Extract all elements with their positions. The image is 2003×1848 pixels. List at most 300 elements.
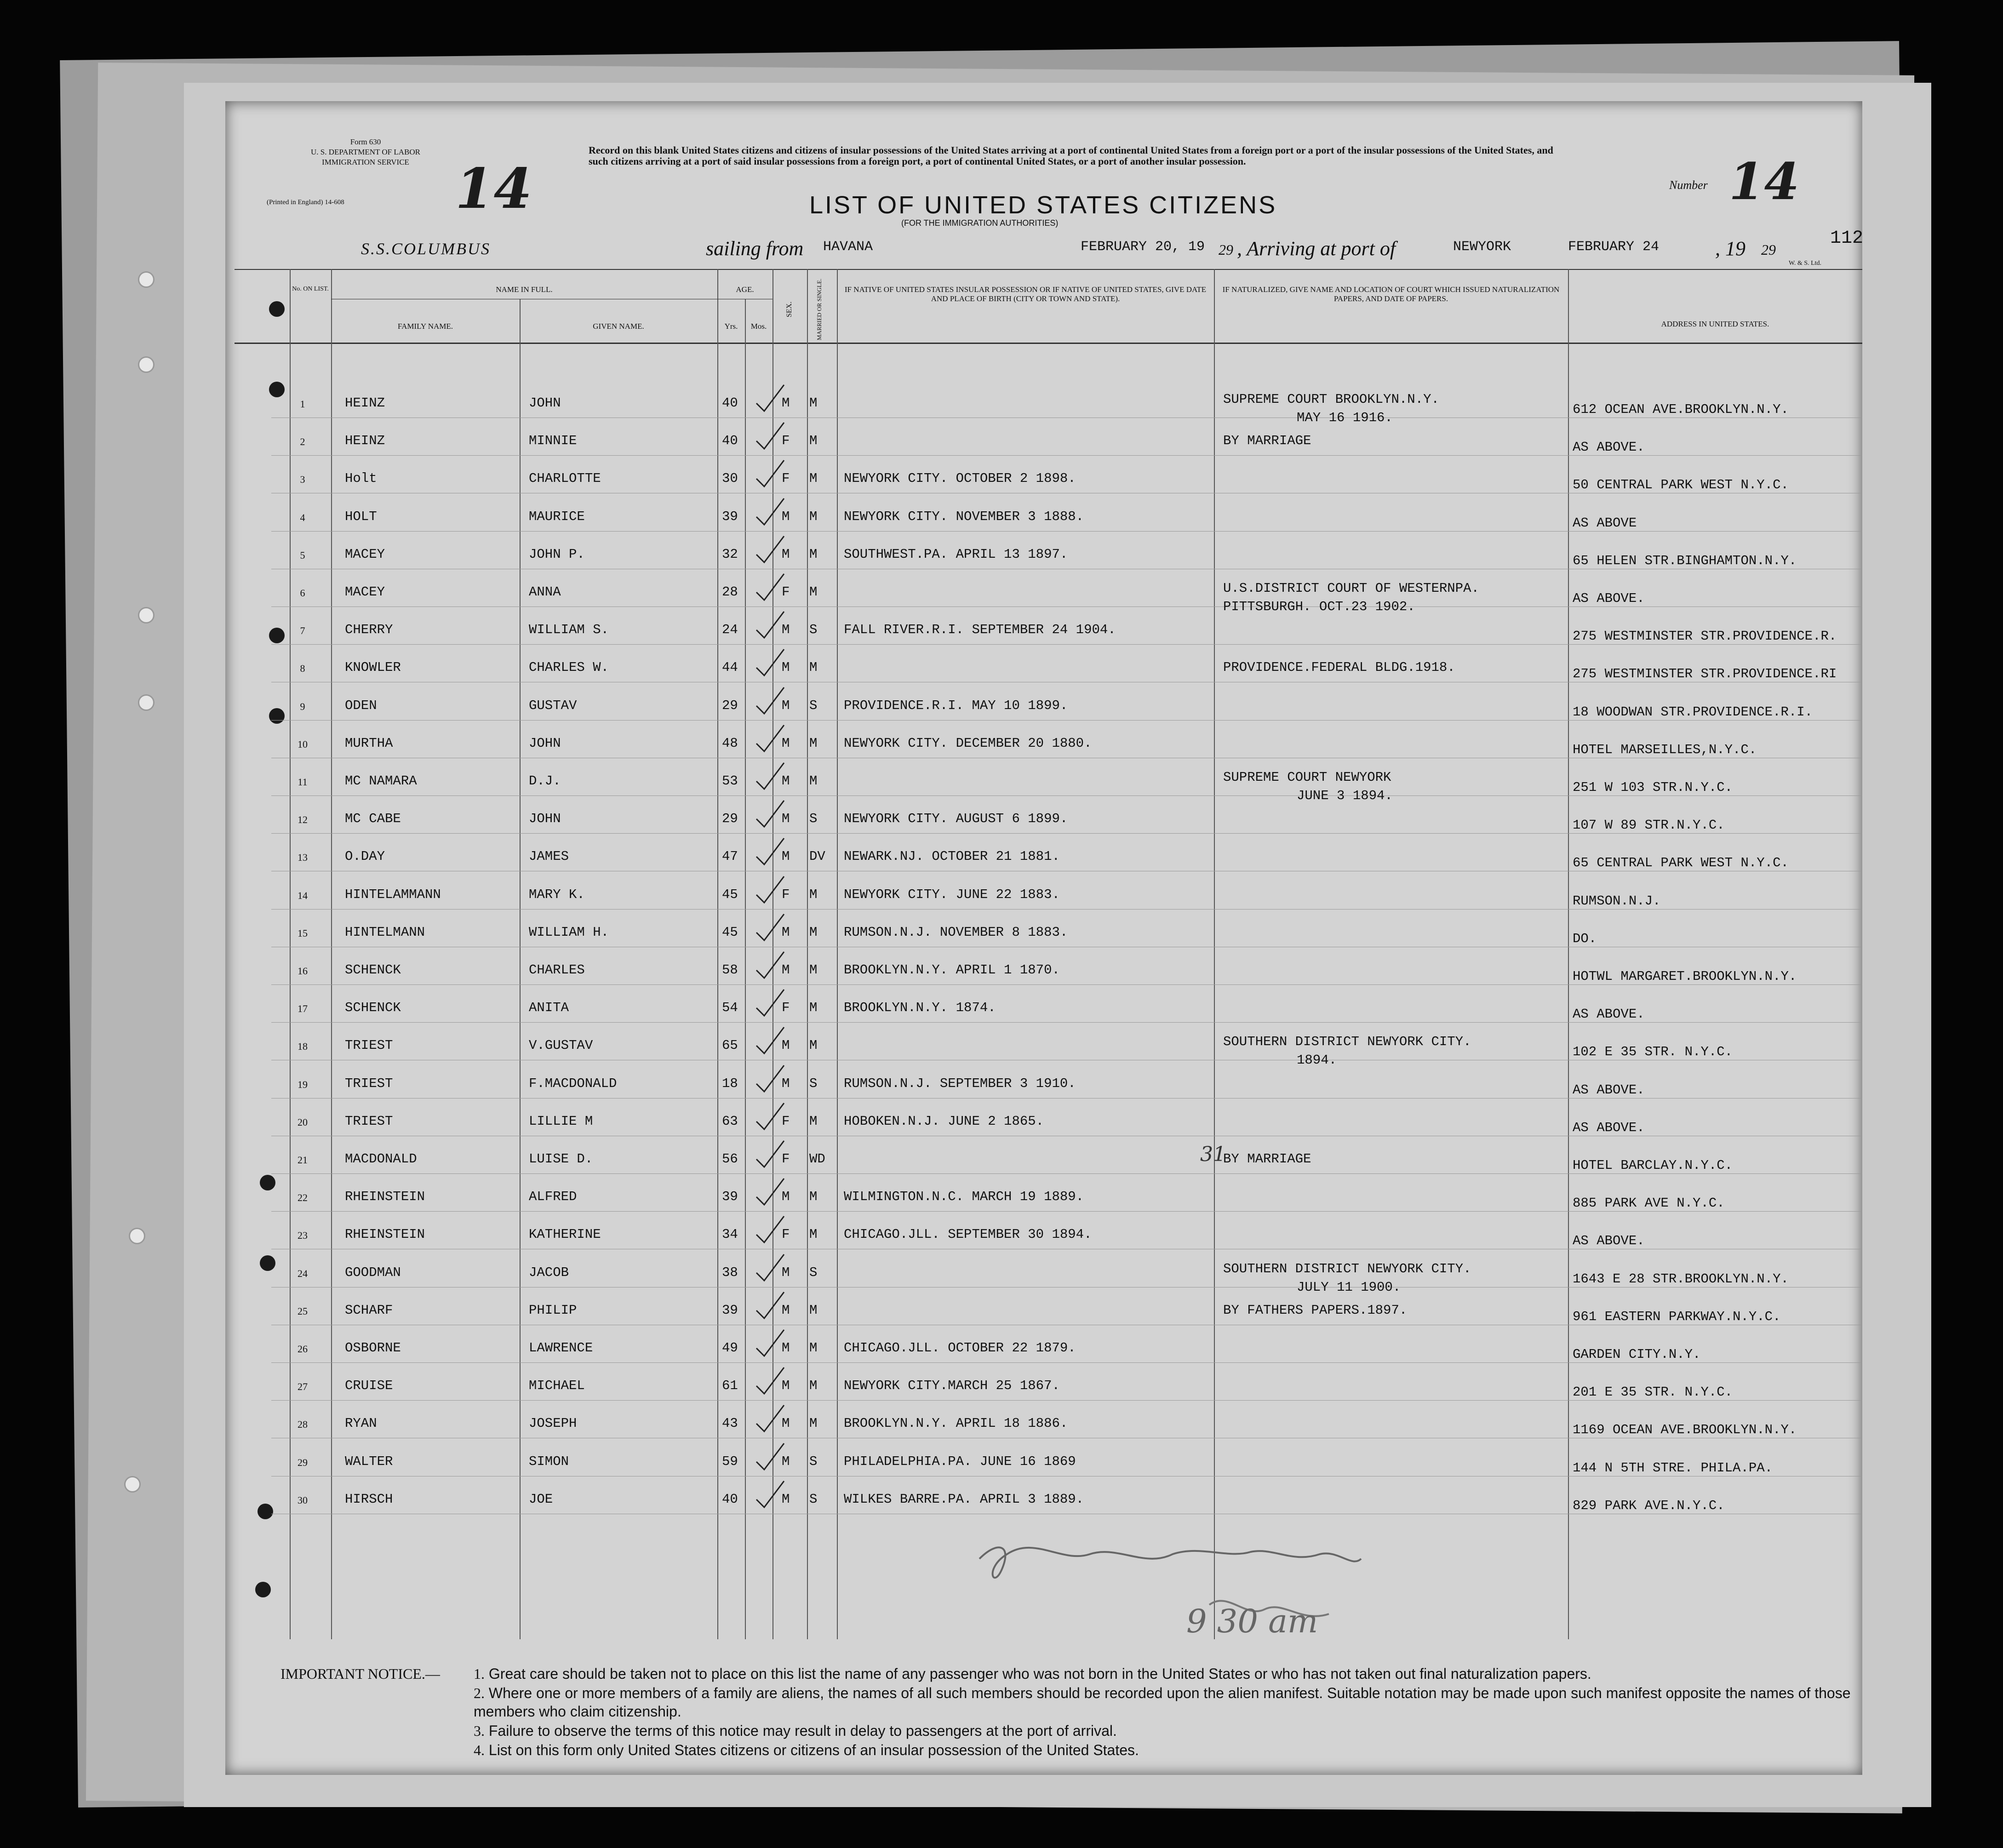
- age-cell: 40: [722, 433, 738, 449]
- address-cell: HOTEL MARSEILLES,N.Y.C.: [1573, 742, 1757, 757]
- department: U. S. DEPARTMENT OF LABOR: [311, 148, 420, 156]
- address-cell: AS ABOVE.: [1573, 1007, 1645, 1022]
- col-header-naturalized: IF NATURALIZED, GIVE NAME AND LOCATION OF COURT WHICH ISSUED NATURALIZATION PAPERS, AND DATE OF PAPERS.: [1222, 285, 1560, 303]
- birth-cell: NEWYORK CITY.MARCH 25 1867.: [844, 1378, 1060, 1394]
- table-row: [225, 581, 1862, 622]
- table-row: [225, 392, 1862, 433]
- marital-status-cell: S: [809, 811, 818, 827]
- family-name-cell: SCHARF: [345, 1302, 393, 1318]
- row-number-cell: 11: [298, 776, 308, 788]
- age-cell: 34: [722, 1227, 738, 1242]
- row-number-cell: 5: [300, 549, 305, 561]
- marital-status-cell: S: [809, 1491, 818, 1507]
- arriving-label: , Arriving at port of: [1237, 237, 1396, 260]
- table-row: [225, 1114, 1862, 1151]
- check-mark-icon: [754, 987, 786, 1019]
- address-cell: 65 HELEN STR.BINGHAMTON.N.Y.: [1573, 553, 1797, 568]
- binding-hole: [129, 1228, 145, 1244]
- form-number: Form 630: [350, 137, 381, 146]
- sex-cell: M: [782, 924, 790, 940]
- col-header-address: ADDRESS IN UNITED STATES.: [1661, 320, 1769, 328]
- row-number-cell: 4: [300, 511, 305, 523]
- given-name-cell: JOSEPH: [529, 1416, 577, 1431]
- address-cell: AS ABOVE: [1573, 515, 1637, 531]
- birth-cell: RUMSON.N.J. NOVEMBER 8 1883.: [844, 924, 1068, 940]
- row-number-cell: 29: [298, 1456, 308, 1468]
- age-cell: 44: [722, 660, 738, 675]
- check-mark-icon: [754, 1176, 786, 1208]
- sex-cell: M: [782, 962, 790, 978]
- age-cell: 29: [722, 811, 738, 827]
- family-name-cell: HOLT: [345, 509, 377, 524]
- age-cell: 40: [722, 1491, 738, 1507]
- marital-status-cell: M: [809, 1416, 818, 1431]
- address-cell: 50 CENTRAL PARK WEST N.Y.C.: [1573, 477, 1789, 493]
- col-header-married: MARRIED OR SINGLE.: [816, 279, 823, 340]
- family-name-cell: HIRSCH: [345, 1491, 393, 1507]
- row-number-cell: 10: [298, 738, 308, 750]
- address-cell: 829 PARK AVE.N.Y.C.: [1573, 1498, 1725, 1513]
- given-name-cell: D.J.: [529, 773, 561, 789]
- family-name-cell: TRIEST: [345, 1113, 393, 1129]
- address-cell: 144 N 5TH STRE. PHILA.PA.: [1573, 1460, 1773, 1476]
- marital-status-cell: M: [809, 773, 818, 789]
- row-number-cell: 24: [298, 1267, 308, 1279]
- marital-status-cell: M: [809, 924, 818, 940]
- check-mark-icon: [754, 761, 786, 793]
- address-cell: AS ABOVE.: [1573, 1120, 1645, 1135]
- col-header-sex: SEX.: [785, 301, 793, 317]
- given-name-cell: LILLIE M: [529, 1113, 593, 1129]
- check-mark-icon: [754, 572, 786, 604]
- birth-cell: NEWYORK CITY. NOVEMBER 3 1888.: [844, 509, 1084, 524]
- given-name-cell: MINNIE: [529, 433, 577, 449]
- row-number-cell: 20: [298, 1116, 308, 1128]
- birth-cell: NEWYORK CITY. AUGUST 6 1899.: [844, 811, 1068, 827]
- naturalization-cell-line2: JUNE 3 1894.: [1297, 788, 1393, 803]
- sex-cell: F: [782, 433, 790, 449]
- birth-cell: NEWYORK CITY. JUNE 22 1883.: [844, 887, 1060, 902]
- given-name-cell: SIMON: [529, 1453, 569, 1469]
- age-cell: 54: [722, 1000, 738, 1016]
- address-cell: 18 WOODWAN STR.PROVIDENCE.R.I.: [1573, 704, 1813, 720]
- table-row: [225, 1416, 1862, 1453]
- age-cell: 40: [722, 395, 738, 411]
- sailing-from-label: sailing from: [706, 237, 804, 260]
- family-name-cell: MACEY: [345, 546, 385, 562]
- binding-hole: [138, 356, 155, 373]
- address-cell: 251 W 103 STR.N.Y.C.: [1573, 780, 1733, 795]
- notice-item: [474, 1684, 1853, 1721]
- age-cell: 24: [722, 622, 738, 638]
- row-number-cell: 13: [298, 852, 308, 864]
- table-row: [225, 1261, 1862, 1303]
- family-name-cell: TRIEST: [345, 1076, 393, 1091]
- birth-cell: CHICAGO.JLL. OCTOBER 22 1879.: [844, 1340, 1076, 1356]
- binding-hole: [138, 694, 155, 711]
- marital-status-cell: M: [809, 735, 818, 751]
- given-name-cell: V.GUSTAV: [529, 1038, 593, 1053]
- address-cell: AS ABOVE.: [1573, 1082, 1645, 1098]
- header-bottom-rule: [235, 343, 1862, 344]
- col-header-mos: Mos.: [750, 322, 767, 331]
- table-row: [225, 1000, 1862, 1038]
- notice-item-number: 4.: [474, 1742, 485, 1758]
- given-name-cell: JOHN P.: [529, 546, 585, 562]
- row-number-cell: 25: [298, 1305, 308, 1317]
- given-name-cell: CHARLOTTE: [529, 471, 601, 486]
- check-mark-icon: [754, 383, 786, 415]
- binding-hole: [138, 271, 155, 288]
- manifest-page: [225, 101, 1862, 1775]
- family-name-cell: RHEINSTEIN: [345, 1227, 425, 1242]
- sailing-from-port: HAVANA: [823, 239, 873, 255]
- sex-cell: M: [782, 1378, 790, 1394]
- check-mark-icon: [754, 647, 786, 679]
- table-row: [225, 1227, 1862, 1264]
- naturalization-cell: SUPREME COURT NEWYORK: [1223, 770, 1391, 785]
- table-row: [225, 887, 1862, 925]
- naturalization-cell: SOUTHERN DISTRICT NEWYORK CITY.: [1223, 1034, 1471, 1050]
- check-mark-icon: [754, 1025, 786, 1057]
- notice-item-number: 1.: [474, 1665, 485, 1682]
- handwritten-number-right: 14: [1729, 152, 1800, 211]
- birth-cell: FALL RIVER.R.I. SEPTEMBER 24 1904.: [844, 622, 1116, 638]
- family-name-cell: WALTER: [345, 1453, 393, 1469]
- naturalization-cell-line2: PITTSBURGH. OCT.23 1902.: [1223, 599, 1415, 614]
- row-number-cell: 15: [298, 927, 308, 939]
- given-name-cell: LAWRENCE: [529, 1340, 593, 1356]
- age-cell: 18: [722, 1076, 738, 1091]
- birth-cell: SOUTHWEST.PA. APRIL 13 1897.: [844, 546, 1068, 562]
- given-name-cell: JOHN: [529, 811, 561, 827]
- sex-cell: M: [782, 1453, 790, 1469]
- signature-time: 9 30 am: [1186, 1602, 1318, 1640]
- age-cell: 59: [722, 1453, 738, 1469]
- family-name-cell: HEINZ: [345, 433, 385, 449]
- given-name-cell: F.MACDONALD: [529, 1076, 617, 1091]
- sex-cell: F: [782, 584, 790, 600]
- age-cell: 58: [722, 962, 738, 978]
- sex-cell: F: [782, 1113, 790, 1129]
- arrival-date: FEBRUARY 24: [1568, 239, 1660, 255]
- punch-hole: [255, 1582, 271, 1597]
- row-31-annotation: 31: [1200, 1143, 1226, 1166]
- check-mark-icon: [754, 496, 786, 528]
- table-row: [225, 1076, 1862, 1114]
- row-number-cell: 21: [298, 1154, 308, 1166]
- sex-cell: F: [782, 1227, 790, 1242]
- notice-title: IMPORTANT NOTICE.—: [280, 1665, 440, 1682]
- marital-status-cell: M: [809, 1189, 818, 1205]
- address-cell: AS ABOVE.: [1573, 591, 1645, 606]
- row-number-cell: 30: [298, 1494, 308, 1506]
- marital-status-cell: M: [809, 395, 818, 411]
- birth-cell: NEWYORK CITY. OCTOBER 2 1898.: [844, 471, 1076, 486]
- ship-name: S.S.COLUMBUS: [361, 240, 491, 258]
- address-cell: 612 OCEAN AVE.BROOKLYN.N.Y.: [1573, 402, 1789, 417]
- given-name-cell: CHARLES W.: [529, 660, 609, 675]
- address-cell: AS ABOVE.: [1573, 440, 1645, 455]
- table-row: [225, 1378, 1862, 1416]
- sex-cell: M: [782, 395, 790, 411]
- naturalization-cell-line2: MAY 16 1916.: [1297, 410, 1393, 425]
- sex-cell: F: [782, 471, 790, 486]
- given-name-cell: ANNA: [529, 584, 561, 600]
- marital-status-cell: S: [809, 1453, 818, 1469]
- row-number-cell: 2: [300, 436, 305, 448]
- address-cell: 107 W 89 STR.N.Y.C.: [1573, 818, 1725, 833]
- address-cell: HOTWL MARGARET.BROOKLYN.N.Y.: [1573, 969, 1797, 984]
- address-cell: 885 PARK AVE N.Y.C.: [1573, 1196, 1725, 1211]
- table-row: [225, 1189, 1862, 1227]
- check-mark-icon: [754, 798, 786, 830]
- family-name-cell: RHEINSTEIN: [345, 1189, 425, 1205]
- notice-item: [474, 1722, 1853, 1740]
- age-cell: 30: [722, 471, 738, 486]
- page-code: 112: [1830, 228, 1864, 249]
- family-name-cell: MACEY: [345, 584, 385, 600]
- check-mark-icon: [754, 1290, 786, 1322]
- row-number-cell: 3: [300, 474, 305, 486]
- naturalization-cell: BY MARRIAGE: [1223, 433, 1311, 449]
- family-name-cell: CHERRY: [345, 622, 393, 638]
- address-cell: HOTEL BARCLAY.N.Y.C.: [1573, 1158, 1733, 1173]
- birth-cell: NEWYORK CITY. DECEMBER 20 1880.: [844, 735, 1092, 751]
- naturalization-cell-line2: JULY 11 1900.: [1297, 1279, 1401, 1295]
- sex-cell: M: [782, 735, 790, 751]
- age-cell: 28: [722, 584, 738, 600]
- marital-status-cell: M: [809, 1038, 818, 1053]
- sex-cell: M: [782, 1038, 790, 1053]
- marital-status-cell: M: [809, 1113, 818, 1129]
- family-name-cell: Holt: [345, 471, 377, 486]
- marital-status-cell: S: [809, 1076, 818, 1091]
- marital-status-cell: M: [809, 1302, 818, 1318]
- handwritten-number-left: 14: [455, 156, 532, 221]
- given-name-cell: LUISE D.: [529, 1151, 593, 1167]
- family-name-cell: RYAN: [345, 1416, 377, 1431]
- marital-status-cell: M: [809, 433, 818, 449]
- table-row: [225, 811, 1862, 849]
- marital-status-cell: DV: [809, 849, 825, 864]
- family-name-cell: TRIEST: [345, 1038, 393, 1053]
- address-cell: 275 WESTMINSTER STR.PROVIDENCE.R.: [1573, 629, 1837, 644]
- table-row: [225, 1303, 1862, 1340]
- check-mark-icon: [754, 1403, 786, 1435]
- form-identification: [308, 137, 423, 167]
- check-mark-icon: [754, 1139, 786, 1171]
- row-number-cell: 8: [300, 663, 305, 675]
- arrival-year: 29: [1761, 241, 1776, 258]
- table-row: [225, 770, 1862, 811]
- marital-status-cell: M: [809, 887, 818, 902]
- family-name-cell: MC CABE: [345, 811, 401, 827]
- birth-cell: NEWARK.NJ. OCTOBER 21 1881.: [844, 849, 1060, 864]
- address-cell: 65 CENTRAL PARK WEST N.Y.C.: [1573, 855, 1789, 871]
- row-number-cell: 22: [298, 1192, 308, 1204]
- birth-cell: PHILADELPHIA.PA. JUNE 16 1869: [844, 1453, 1076, 1469]
- row-number-cell: 19: [298, 1078, 308, 1090]
- family-name-cell: HINTELMANN: [345, 924, 425, 940]
- given-name-cell: ALFRED: [529, 1189, 577, 1205]
- notice-item: [474, 1741, 1853, 1759]
- birth-cell: HOBOKEN.N.J. JUNE 2 1865.: [844, 1113, 1044, 1129]
- marital-status-cell: M: [809, 584, 818, 600]
- address-cell: 201 E 35 STR. N.Y.C.: [1573, 1385, 1733, 1400]
- family-name-cell: OSBORNE: [345, 1340, 401, 1356]
- printed-note: (Printed in England) 14-608: [267, 199, 344, 206]
- sex-cell: M: [782, 1189, 790, 1205]
- binding-hole: [138, 607, 155, 624]
- sex-cell: M: [782, 546, 790, 562]
- table-row: [225, 547, 1862, 584]
- row-number-cell: 7: [300, 625, 305, 637]
- age-cell: 49: [722, 1340, 738, 1356]
- sex-cell: M: [782, 1416, 790, 1431]
- age-cell: 39: [722, 1189, 738, 1205]
- notice-item-text: Where one or more members of a family are aliens, the names of all such members should be recorded upon the alien manifest. Suitable notation may be made upon such manifest opposite the names of those members who claim citizenship.: [474, 1685, 1851, 1720]
- punch-hole: [269, 301, 285, 317]
- table-row: [225, 1492, 1862, 1529]
- given-name-cell: JOE: [529, 1491, 553, 1507]
- sex-cell: M: [782, 509, 790, 524]
- marital-status-cell: M: [809, 1000, 818, 1016]
- given-name-cell: JOHN: [529, 395, 561, 411]
- arrival-port: NEWYORK: [1453, 239, 1511, 255]
- check-mark-icon: [754, 950, 786, 982]
- sex-cell: M: [782, 1302, 790, 1318]
- age-cell: 45: [722, 924, 738, 940]
- row-number-cell: 12: [298, 814, 308, 826]
- family-name-cell: KNOWLER: [345, 660, 401, 675]
- table-row: [225, 1454, 1862, 1492]
- printer-mark: W. & S. Ltd.: [1789, 260, 1822, 267]
- row-number-cell: 9: [300, 700, 305, 712]
- check-mark-icon: [754, 685, 786, 717]
- address-cell: RUMSON.N.J.: [1573, 893, 1661, 909]
- row-number-cell: 1: [300, 398, 305, 410]
- sex-cell: M: [782, 849, 790, 864]
- table-row: [225, 433, 1862, 471]
- family-name-cell: CRUISE: [345, 1378, 393, 1394]
- family-name-cell: MC NAMARA: [345, 773, 417, 789]
- age-cell: 48: [722, 735, 738, 751]
- col-header-family-name: FAMILY NAME.: [397, 322, 453, 331]
- marital-status-cell: WD: [809, 1151, 825, 1167]
- table-row: [225, 925, 1862, 962]
- family-name-cell: HEINZ: [345, 395, 385, 411]
- given-name-cell: KATHERINE: [529, 1227, 601, 1242]
- row-number-cell: 16: [298, 965, 308, 977]
- age-cell: 39: [722, 509, 738, 524]
- sex-cell: F: [782, 1000, 790, 1016]
- table-row: [225, 622, 1862, 660]
- family-name-cell: SCHENCK: [345, 1000, 401, 1016]
- marital-status-cell: M: [809, 509, 818, 524]
- notice-item-number: 2.: [474, 1685, 485, 1701]
- marital-status-cell: M: [809, 546, 818, 562]
- sex-cell: F: [782, 1151, 790, 1167]
- given-name-cell: CHARLES: [529, 962, 585, 978]
- page-title: LIST OF UNITED STATES CITIZENS: [809, 191, 1277, 219]
- naturalization-cell: SUPREME COURT BROOKLYN.N.Y.: [1223, 392, 1439, 407]
- number-label: Number: [1669, 178, 1708, 192]
- row-number-cell: 28: [298, 1419, 308, 1430]
- table-row: [225, 962, 1862, 1000]
- address-cell: 102 E 35 STR. N.Y.C.: [1573, 1044, 1733, 1060]
- address-cell: 1643 E 28 STR.BROOKLYN.N.Y.: [1573, 1271, 1789, 1287]
- col-header-birth: IF NATIVE OF UNITED STATES INSULAR POSSESSION OR IF NATIVE OF UNITED STATES, GIVE DATE AND PLACE OF BIRTH (CITY OR TOWN AND STATE).: [844, 285, 1207, 303]
- check-mark-icon: [754, 874, 786, 906]
- birth-cell: RUMSON.N.J. SEPTEMBER 3 1910.: [844, 1076, 1076, 1091]
- age-cell: 38: [722, 1264, 738, 1280]
- birth-cell: WILKES BARRE.PA. APRIL 3 1889.: [844, 1491, 1084, 1507]
- given-name-cell: GUSTAV: [529, 698, 577, 713]
- col-header-name-in-full: NAME IN FULL.: [496, 285, 553, 294]
- given-name-cell: PHILIP: [529, 1302, 577, 1318]
- family-name-cell: SCHENCK: [345, 962, 401, 978]
- marital-status-cell: M: [809, 1378, 818, 1394]
- given-name-cell: JOHN: [529, 735, 561, 751]
- naturalization-cell: BY MARRIAGE: [1223, 1151, 1311, 1167]
- address-cell: 961 EASTERN PARKWAY.N.Y.C.: [1573, 1309, 1781, 1324]
- row-number-cell: 26: [298, 1343, 308, 1355]
- sex-cell: M: [782, 1076, 790, 1091]
- given-name-cell: JAMES: [529, 849, 569, 864]
- check-mark-icon: [754, 1214, 786, 1246]
- birth-cell: BROOKLYN.N.Y. APRIL 1 1870.: [844, 962, 1060, 978]
- naturalization-cell: BY FATHERS PAPERS.1897.: [1223, 1302, 1408, 1318]
- notice-item-text: List on this form only United States citizens or citizens of an insular possession of the United States.: [488, 1742, 1139, 1758]
- check-mark-icon: [754, 1327, 786, 1360]
- address-cell: 1169 OCEAN AVE.BROOKLYN.N.Y.: [1573, 1422, 1797, 1438]
- marital-status-cell: S: [809, 1264, 818, 1280]
- family-name-cell: O.DAY: [345, 849, 385, 864]
- notice-item: [474, 1665, 1853, 1683]
- sex-cell: M: [782, 1340, 790, 1356]
- col-header-given-name: GIVEN NAME.: [593, 322, 644, 331]
- row-number-cell: 17: [298, 1003, 308, 1015]
- check-mark-icon: [754, 458, 786, 490]
- check-mark-icon: [754, 420, 786, 452]
- table-row: [225, 736, 1862, 773]
- sex-cell: M: [782, 811, 790, 827]
- col-header-no: No. ON LIST.: [292, 286, 329, 292]
- given-name-cell: WILLIAM S.: [529, 622, 609, 638]
- address-cell: 275 WESTMINSTER STR.PROVIDENCE.RI: [1573, 666, 1837, 682]
- age-cell: 56: [722, 1151, 738, 1167]
- check-mark-icon: [754, 1063, 786, 1095]
- marital-status-cell: M: [809, 660, 818, 675]
- naturalization-cell-line2: 1894.: [1297, 1053, 1337, 1068]
- punch-hole: [269, 382, 285, 397]
- check-mark-icon: [754, 836, 786, 868]
- address-cell: AS ABOVE.: [1573, 1233, 1645, 1249]
- table-row: [225, 1151, 1862, 1189]
- check-mark-icon: [754, 912, 786, 944]
- given-name-cell: JACOB: [529, 1264, 569, 1280]
- check-mark-icon: [754, 1252, 786, 1284]
- check-mark-icon: [754, 1101, 786, 1133]
- age-cell: 32: [722, 546, 738, 562]
- row-number-cell: 18: [298, 1041, 308, 1053]
- family-name-cell: MACDONALD: [345, 1151, 417, 1167]
- family-name-cell: MURTHA: [345, 735, 393, 751]
- check-mark-icon: [754, 723, 786, 755]
- naturalization-cell: SOUTHERN DISTRICT NEWYORK CITY.: [1223, 1261, 1471, 1276]
- marital-status-cell: M: [809, 1340, 818, 1356]
